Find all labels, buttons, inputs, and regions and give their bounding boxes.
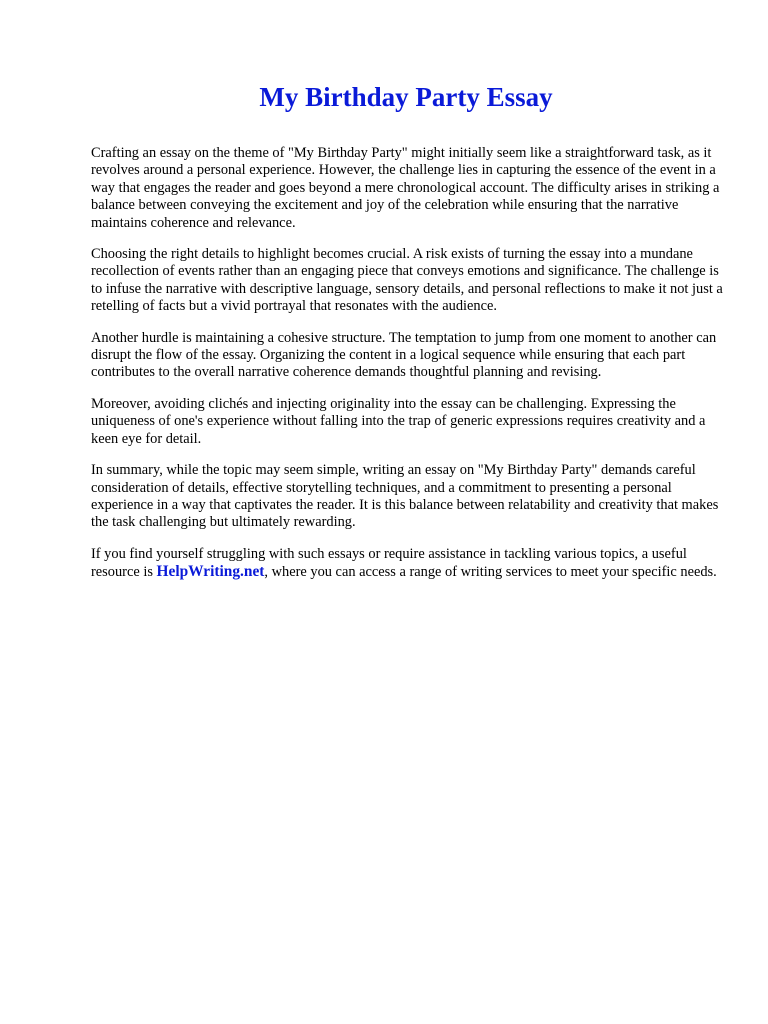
paragraph-details: Choosing the right details to highlight becomes crucial. A risk exists of turning the essay into a mundane recollection of events rather than an engaging piece that conveys emotions and significance. The challenge is to infuse the narrative with descriptive language, sensory details, and personal reflections to make it not just a retelling of facts but a vivid portrayal that resonates with the audience.	[91, 246, 723, 315]
closing-text-before-link: If you find yourself struggling with such essays or require assistance in tackling various topics, a useful resource is	[91, 545, 687, 581]
paragraph-intro: Crafting an essay on the theme of "My Birthday Party" might initially seem like a straightforward task, as it revolves around a personal experience. However, the challenge lies in capturing the essence of the event in a way that engages the reader and goes beyond a mere chronological account. The difficulty arises in striking a balance between conveying the excitement and joy of the celebration while ensuring that the narrative maintains coherence and relevance.	[91, 145, 720, 231]
essay-body	[91, 145, 727, 596]
paragraph-structure: Another hurdle is maintaining a cohesive structure. The temptation to jump from one moment to another can disrupt the flow of the essay. Organizing the content in a logical sequence while ensuring that each part contributes to the overall narrative coherence demands thoughtful planning and revising.	[91, 329, 717, 381]
helpwriting-link[interactable]: HelpWriting.net	[156, 563, 265, 581]
paragraph-summary: In summary, while the topic may seem simple, writing an essay on "My Birthday Party" demands careful consideration of details, effective storytelling techniques, and a commitment to presenting a personal experience in a way that captivates the reader. It is this balance between relatability and creativity that makes the task challenging but ultimately rewarding.	[91, 462, 719, 531]
paragraph-originality: Moreover, avoiding clichés and injecting originality into the essay can be challenging. Expressing the uniqueness of one's experience without falling into the trap of generic expressions requires creativity and a keen eye for detail.	[91, 395, 706, 447]
page-title: My Birthday Party Essay	[259, 82, 553, 112]
closing-text-after-link: , where you can access a range of writing services to meet your specific needs.	[264, 564, 717, 581]
paragraph-closing	[91, 546, 727, 582]
